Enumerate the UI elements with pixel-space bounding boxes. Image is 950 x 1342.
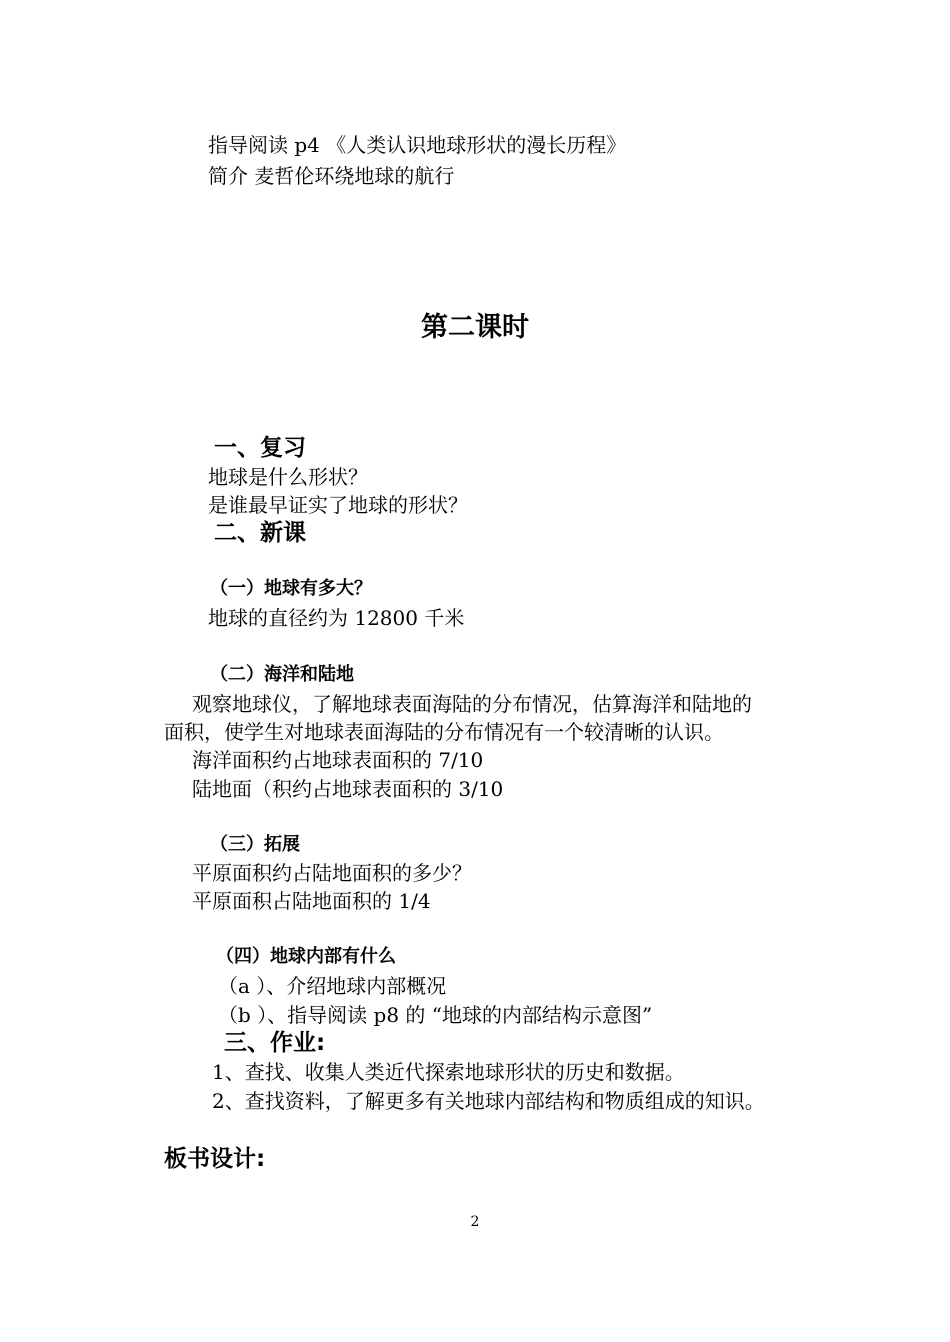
ocean-land-paragraph-line-2: 面积，使学生对地球表面海陆的分布情况有一个较清晰的认识。 <box>164 720 724 744</box>
earth-diameter-text: 地球的直径约为 12800 千米 <box>208 606 465 630</box>
subsection-ocean-land: （二）海洋和陆地 <box>210 664 354 685</box>
page-number: 2 <box>470 1214 480 1230</box>
board-design-heading: 板书设计: <box>164 1146 266 1172</box>
review-question-1: 地球是什么形状？ <box>208 465 368 489</box>
plain-area-question: 平原面积约占陆地面积的多少？ <box>192 861 472 885</box>
interior-item-a: （a ）、介绍地球内部概况 <box>218 974 447 998</box>
subsection-earth-size: （一）地球有多大？ <box>210 578 372 599</box>
review-question-2: 是谁最早证实了地球的形状？ <box>208 493 468 517</box>
section-review-heading: 一、复习 <box>214 435 306 461</box>
land-area-text: 陆地面（积约占地球表面积的 3/10 <box>192 777 504 801</box>
homework-item-2: 2、查找资料，了解更多有关地球内部结构和物质组成的知识。 <box>212 1089 765 1113</box>
homework-item-1: 1、查找、收集人类近代探索地球形状的历史和数据。 <box>212 1060 685 1084</box>
subsection-earth-interior: （四）地球内部有什么 <box>216 946 396 967</box>
ocean-area-text: 海洋面积约占地球表面积的 7/10 <box>192 748 484 772</box>
intro-line: 简介 麦哲伦环绕地球的航行 <box>208 164 455 188</box>
reading-guide-line: 指导阅读 p4 《人类认识地球形状的漫长历程》 <box>208 133 627 157</box>
subsection-extension: （三）拓展 <box>210 834 300 855</box>
lesson-title: 第二课时 <box>421 312 529 343</box>
section-homework-heading: 三、作业: <box>224 1030 326 1056</box>
interior-item-b: （b ）、指导阅读 p8 的 “地球的内部结构示意图” <box>218 1003 653 1027</box>
section-new-lesson-heading: 二、新课 <box>214 520 306 546</box>
plain-area-answer: 平原面积占陆地面积的 1/4 <box>192 889 431 913</box>
ocean-land-paragraph-line-1: 观察地球仪，了解地球表面海陆的分布情况，估算海洋和陆地的 <box>192 692 752 716</box>
